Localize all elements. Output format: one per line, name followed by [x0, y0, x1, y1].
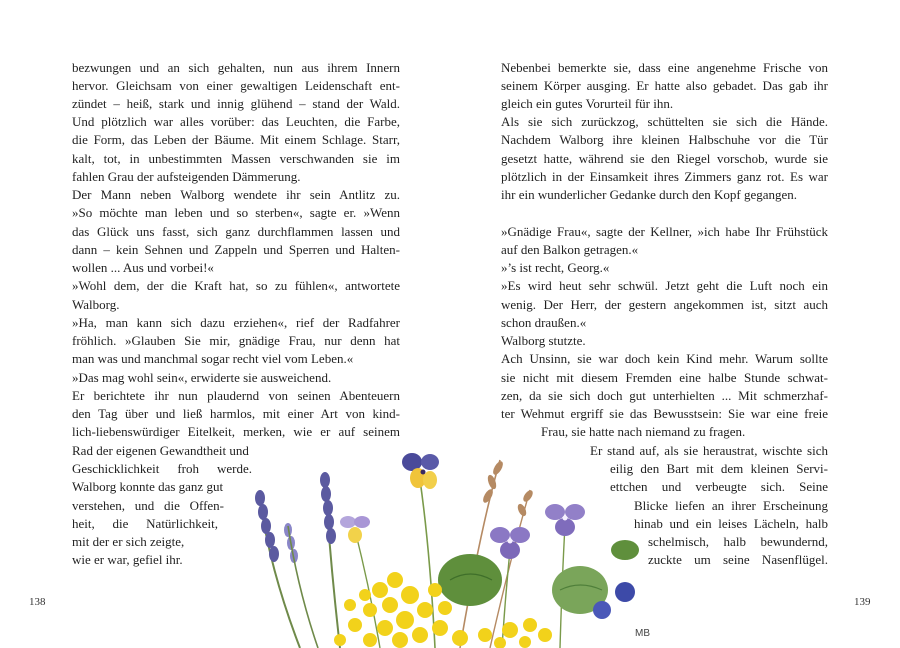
- text-line: Er berichtete ihr nun plaudernd von seinen Abenteuern: [72, 388, 400, 403]
- text-line: das Glück uns fasst, sich ganz durchflammen lassen und: [72, 224, 400, 239]
- text-line: Und plötzlich war alles vorüber: das Leuchten, die Farbe,: [72, 114, 400, 129]
- text-line: den Tag über und ließ harmlos, mit einer Art von kind-: [72, 406, 400, 421]
- text-line: wenig. Der Herr, der gestern angekommen ist, sitzt auch: [501, 297, 828, 312]
- text-line: wie er war, gefiel ihr.: [72, 552, 183, 567]
- page-number-left: 138: [29, 596, 46, 608]
- grass-icon: [460, 460, 534, 648]
- text-line: sie nicht mit diesem Fremden eine halbe Stunde schwat-: [501, 370, 828, 385]
- lavender-icon: [255, 472, 340, 648]
- text-line: Nebenbei bemerkte sie, dass eine angenehme Frische von: [501, 60, 828, 75]
- text-line: »Ha, man kann sich dazu erziehen«, rief der Radfahrer: [72, 315, 400, 330]
- text-line: ter Wehmut ergriff sie das Bewusstsein: Sie war eine freie: [501, 406, 828, 421]
- text-line: dann – kein Sehnen und Zappeln und Sperren und Halten-: [72, 242, 400, 257]
- text-line: Geschicklichkeit froh werde.: [72, 461, 252, 476]
- text-line: Frau, sie hatte nach niemand zu fragen.: [541, 424, 746, 439]
- text-line: wollen ... Aus und vorbei!«: [72, 260, 214, 275]
- text-line: Walborg stutzte.: [501, 333, 586, 348]
- text-line: ettchen und verbeugte sich. Seine: [610, 479, 828, 494]
- text-line: zündet – heiß, stark und innig glühend – stand der Wald.: [72, 96, 400, 111]
- text-line: die Form, das Leben der Bäume. Mit einem Schlage. Starr,: [72, 132, 400, 147]
- text-line: »’s ist recht, Georg.«: [501, 260, 610, 275]
- leaf-icon: [438, 540, 639, 614]
- text-line: bezwungen und an sich gehalten, nun aus ihrem Innern: [72, 60, 400, 75]
- text-line: Ach Unsinn, sie war doch kein Kind mehr. Warum sollte: [501, 351, 828, 366]
- text-line: Als sie sich zurückzog, schüttelten sie sich die Hände.: [501, 114, 828, 129]
- text-line: Der Mann neben Walborg wendete ihr sein Antlitz zu.: [72, 187, 400, 202]
- text-line: Er stand auf, als sie heraustrat, wischte sich: [590, 443, 828, 458]
- text-line: Nachdem Walborg ihre kleinen Halbschuhe vor die Tür: [501, 132, 828, 147]
- text-line: »Gnädige Frau«, sagte der Kellner, »ich habe Ihr Frühstück: [501, 224, 828, 239]
- text-line: »Das mag wohl sein«, erwiderte sie ausweichend.: [72, 370, 332, 385]
- text-line: Walborg konnte das ganz gut: [72, 479, 224, 494]
- text-line: gesetzt hatte, während sie den Riegel vorschob, wurde sie: [501, 151, 828, 166]
- text-line: man was und manchmal sogar recht viel vom Leben.«: [72, 351, 354, 366]
- text-line: lich-liebenswürdiger Eitelkeit, merken, wie er auf seinem: [72, 424, 400, 439]
- text-line: schelmisch, halb bewundernd,: [648, 534, 828, 549]
- text-line: zuckte um seine Nasenflügel.: [648, 552, 828, 567]
- text-line: fröhlich. »Glauben Sie mir, gnädige Frau, nur denn hat: [72, 333, 400, 348]
- text-line: »So möchte man leben und so sterben«, sagte er. »Wenn: [72, 205, 400, 220]
- text-line: schon draußen.«: [501, 315, 587, 330]
- text-line: gleich ein gutes Vorurteil für ihn.: [501, 96, 674, 111]
- text-line: verstehen, und die Offen-: [72, 498, 224, 513]
- text-line: »Wohl dem, der die Kraft hat, so zu fühlen«, antwortete: [72, 278, 400, 293]
- text-line: eilig den Bart mit dem kleinen Servi-: [610, 461, 828, 476]
- text-line: seinem Körper ausging. Er hatte also gebadet. Das gab ihr: [501, 78, 828, 93]
- text-line: plötzlich in der Einsamkeit ihres Zimmers ganz rot. Es war: [501, 169, 828, 184]
- text-line: Blicke liefen an ihrer Erscheinung: [634, 498, 828, 513]
- page-number-right: 139: [854, 596, 871, 608]
- flower-illustration: [230, 440, 670, 648]
- text-line: »Es wird heut sehr schwül. Jetzt geht die Luft noch ein: [501, 278, 828, 293]
- text-line: mit der er sich zeigte,: [72, 534, 185, 549]
- text-line: fahlen Grau der aufsteigenden Dämmerung.: [72, 169, 301, 184]
- text-line: auf den Balkon getragen.«: [501, 242, 639, 257]
- text-line: kalt, tot, in unbestimmten Massen verschwanden sie im: [72, 151, 400, 166]
- artist-signature: MB: [635, 628, 650, 639]
- text-line: zen, da sie sich doch gut unterhielten ... Mit schmerzhaf-: [501, 388, 828, 403]
- text-line: Walborg.: [72, 297, 120, 312]
- text-line: heit, die Natürlichkeit,: [72, 516, 218, 531]
- text-line: Rad der eigenen Gewandtheit und: [72, 443, 249, 458]
- text-line: hinab und ein leises Lächeln, halb: [634, 516, 828, 531]
- text-line: hervor. Gleichsam von einer gewaltigen Leidenschaft ent-: [72, 78, 400, 93]
- text-line: ihr ein wunderlicher Gedanke durch den Kopf gegangen.: [501, 187, 797, 202]
